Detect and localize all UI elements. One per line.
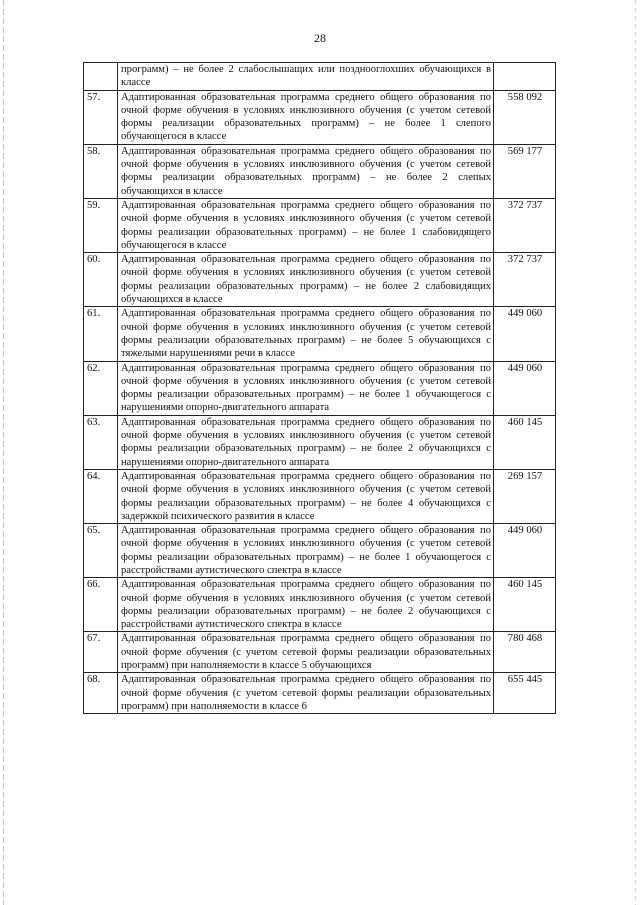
program-description: Адаптированная образовательная программа среднего общего образования по очной форме обучения в условиях инклюзивного обучения (с учетом сетевой формы реализации образовательных программ) – не более 1 слепого обучающегося в классе [118, 90, 494, 144]
cost-value: 655 445 [494, 673, 556, 714]
cost-value: 449 060 [494, 361, 556, 415]
row-number: 68. [84, 673, 118, 714]
cost-value: 460 145 [494, 578, 556, 632]
table-row [84, 63, 556, 91]
program-description: Адаптированная образовательная программа среднего общего образования по очной форме обучения в условиях инклюзивного обучения (с учетом сетевой формы реализации образовательных программ) – не более 2 обучающихся с расстройствами аутистического спектра в классе [118, 578, 494, 632]
row-number: 62. [84, 361, 118, 415]
row-number: 64. [84, 469, 118, 523]
cost-value: 569 177 [494, 144, 556, 198]
row-number: 63. [84, 415, 118, 469]
cost-value: 449 060 [494, 307, 556, 361]
program-description: Адаптированная образовательная программа среднего общего образования по очной форме обучения (с учетом сетевой формы реализации образовательных программ) при наполняемости в классе 6 [118, 673, 494, 714]
program-description: Адаптированная образовательная программа среднего общего образования по очной форме обучения в условиях инклюзивного обучения (с учетом сетевой формы реализации образовательных программ) – не более 1 обучающегося с расстройствами аутистического спектра в классе [118, 524, 494, 578]
row-number: 65. [84, 524, 118, 578]
table-row [84, 90, 556, 144]
row-number: 67. [84, 632, 118, 673]
cost-value: 269 157 [494, 469, 556, 523]
program-description: Адаптированная образовательная программа среднего общего образования по очной форме обучения в условиях инклюзивного обучения (с учетом сетевой формы реализации образовательных программ) – не более 1 обучающегося с нарушениями опорно-двигательного аппарата [118, 361, 494, 415]
scan-edge-left [3, 0, 4, 905]
row-number: 66. [84, 578, 118, 632]
row-number: 59. [84, 198, 118, 252]
scan-edge-right [635, 0, 636, 905]
cost-value: 780 468 [494, 632, 556, 673]
table-row [84, 415, 556, 469]
cost-value [494, 63, 556, 91]
row-number: 60. [84, 253, 118, 307]
table-row [84, 144, 556, 198]
table-row [84, 307, 556, 361]
program-description: Адаптированная образовательная программа среднего общего образования по очной форме обучения (с учетом сетевой формы реализации образовательных программ) при наполняемости в классе 5 обучающихся [118, 632, 494, 673]
table-row [84, 673, 556, 714]
table-row [84, 253, 556, 307]
row-number [84, 63, 118, 91]
cost-value: 449 060 [494, 524, 556, 578]
cost-value: 372 737 [494, 198, 556, 252]
table-row [84, 578, 556, 632]
cost-value: 460 145 [494, 415, 556, 469]
row-number: 61. [84, 307, 118, 361]
program-description: Адаптированная образовательная программа среднего общего образования по очной форме обучения в условиях инклюзивного обучения (с учетом сетевой формы реализации образовательных программ) – не более 2 обучающихся с нарушениями опорно-двигательного аппарата [118, 415, 494, 469]
program-description: программ) – не более 2 слабослышащих или позднооглохших обучающихся в классе [118, 63, 494, 91]
table-row [84, 524, 556, 578]
program-description: Адаптированная образовательная программа среднего общего образования по очной форме обучения в условиях инклюзивного обучения (с учетом сетевой формы реализации образовательных программ) – не более 1 слабовидящего обучающегося в классе [118, 198, 494, 252]
table-row [84, 632, 556, 673]
table-row [84, 361, 556, 415]
cost-value: 558 092 [494, 90, 556, 144]
program-description: Адаптированная образовательная программа среднего общего образования по очной форме обучения в условиях инклюзивного обучения (с учетом сетевой формы реализации образовательных программ) – не более 5 обучающихся с тяжелыми нарушениями речи в классе [118, 307, 494, 361]
program-description: Адаптированная образовательная программа среднего общего образования по очной форме обучения в условиях инклюзивного обучения (с учетом сетевой формы реализации образовательных программ) – не более 2 слепых обучающихся в классе [118, 144, 494, 198]
tariff-table [83, 62, 556, 714]
table-row [84, 469, 556, 523]
page-number: 28 [314, 31, 326, 45]
row-number: 58. [84, 144, 118, 198]
table-row [84, 198, 556, 252]
row-number: 57. [84, 90, 118, 144]
program-description: Адаптированная образовательная программа среднего общего образования по очной форме обучения в условиях инклюзивного обучения (с учетом сетевой формы реализации образовательных программ) – не более 4 обучающихся с задержкой психического развития в классе [118, 469, 494, 523]
program-description: Адаптированная образовательная программа среднего общего образования по очной форме обучения в условиях инклюзивного обучения (с учетом сетевой формы реализации образовательных программ) – не более 2 слабовидящих обучающихся в классе [118, 253, 494, 307]
cost-value: 372 737 [494, 253, 556, 307]
